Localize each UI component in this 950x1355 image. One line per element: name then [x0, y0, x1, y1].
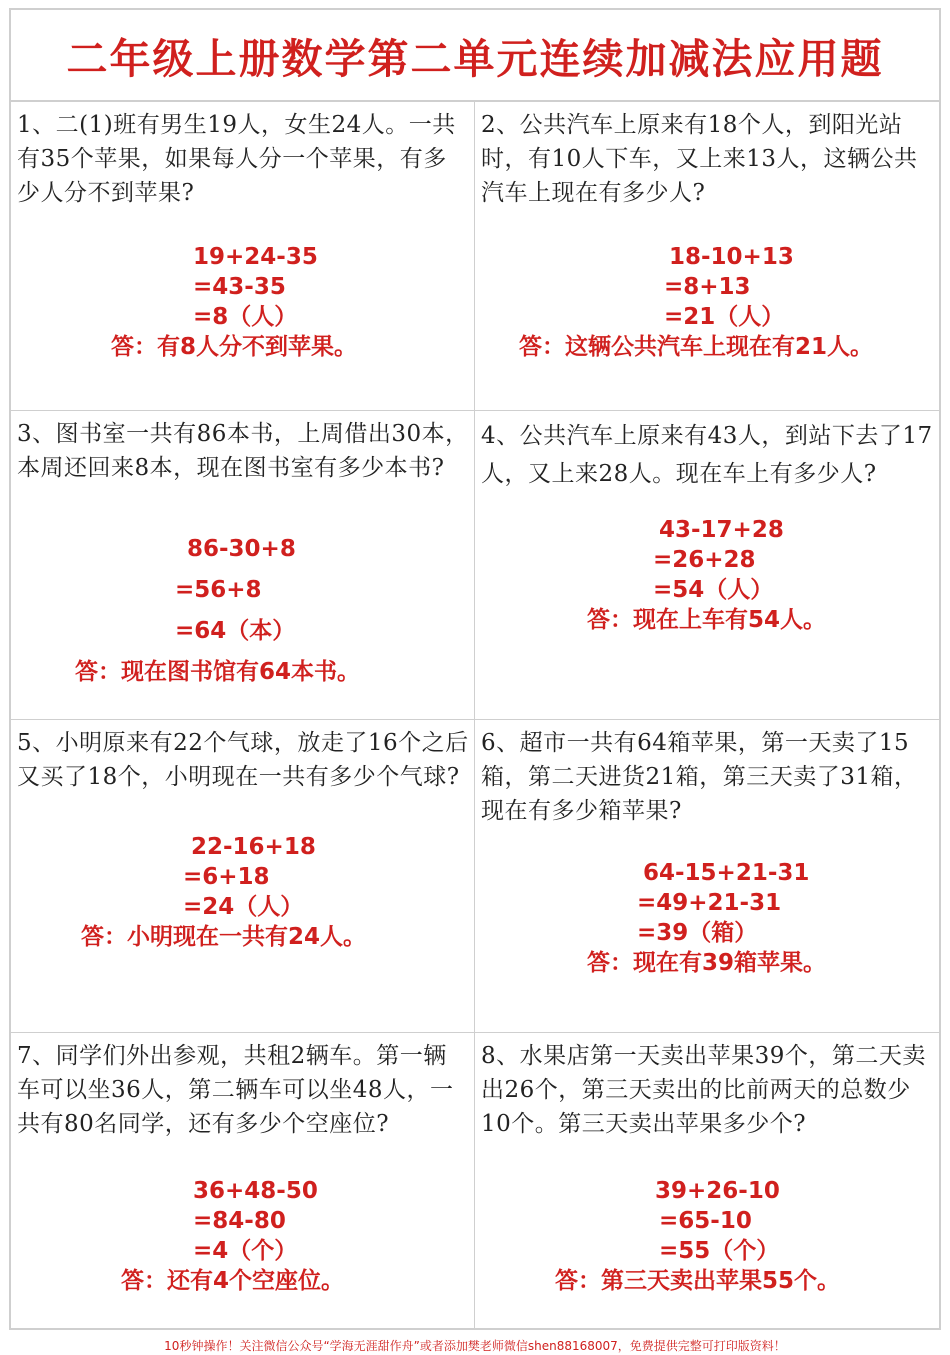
question-text: 6、超市一共有64箱苹果，第一天卖了15箱，第二天进货21箱，第三天卖了31箱，现在有多少箱苹果?	[481, 730, 918, 824]
footer-note: 10秒钟操作！关注微信公众号“学海无涯甜作舟”或者添加樊老师微信shen88168007，免费提供完整可打印版资料！	[164, 1339, 786, 1353]
problem-cell-7	[11, 1033, 475, 1330]
solution	[587, 515, 826, 635]
solution	[519, 242, 873, 362]
solution-step: =39（箱）	[637, 920, 758, 946]
solution-step: =43-35	[193, 274, 286, 300]
answer-line: 答：还有4个空座位。	[121, 1268, 345, 1294]
solution-step: =65-10	[659, 1208, 752, 1234]
solution-step: =6+18	[183, 864, 270, 890]
solution-step: =26+28	[653, 547, 756, 573]
solution-step: =64（本）	[175, 618, 296, 644]
solution-step: 18-10+13	[669, 244, 794, 270]
solution-step: =54（人）	[653, 577, 774, 603]
answer-line: 答：现在上车有54人。	[587, 607, 827, 633]
solution-step: 36+48-50	[193, 1178, 318, 1204]
solution	[81, 832, 366, 952]
solution-step: =24（人）	[183, 894, 304, 920]
solution	[121, 1176, 344, 1296]
problem-cell-3	[11, 411, 475, 720]
question-text: 2、公共汽车上原来有18个人，到阳光站时，有10人下车，又上来13人，这辆公共汽车上现在有多少人?	[481, 112, 918, 206]
problem-cell-1	[11, 102, 475, 411]
problem-cell-5	[11, 720, 475, 1033]
solution	[587, 858, 826, 978]
question-text: 3、图书室一共有86本书，上周借出30本，本周还回来8本，现在图书室有多少本书?	[17, 421, 469, 481]
solution	[111, 242, 357, 362]
answer-line: 答：第三天卖出苹果55个。	[555, 1268, 841, 1294]
solution-step: 43-17+28	[659, 517, 784, 543]
solution-step: 39+26-10	[655, 1178, 780, 1204]
answer-line: 答：小明现在一共有24人。	[81, 924, 367, 950]
answer-line: 答：有8人分不到苹果。	[111, 334, 358, 360]
answer-line: 答：这辆公共汽车上现在有21人。	[519, 334, 874, 360]
problem-cell-2	[475, 102, 941, 411]
solution-step: 19+24-35	[193, 244, 318, 270]
problem-cell-6	[475, 720, 941, 1033]
solution-step: 64-15+21-31	[643, 860, 810, 886]
page-title: 二年级上册数学第二单元连续加减法应用题	[11, 10, 939, 102]
solution-step: =4（个）	[193, 1238, 298, 1264]
solution-step: =8+13	[664, 274, 751, 300]
question-text: 5、小明原来有22个气球，放走了16个之后又买了18个，小明现在一共有多少个气球?	[17, 730, 469, 790]
question-text: 1、二(1)班有男生19人，女生24人。一共有35个苹果，如果每人分一个苹果，有多少人分不到苹果?	[17, 112, 456, 206]
question-text: 4、公共汽车上原来有43人，到站下去了17人，又上来28人。现在车上有多少人?	[481, 423, 933, 487]
solution-step: =55（个）	[659, 1238, 780, 1264]
problem-cell-8	[475, 1033, 941, 1330]
answer-line: 答：现在图书馆有64本书。	[75, 659, 361, 685]
solution-step: =56+8	[175, 577, 262, 603]
solution-step: 86-30+8	[187, 536, 296, 562]
solution-step: =49+21-31	[637, 890, 782, 916]
solution-step: =8（人）	[193, 304, 298, 330]
solution	[75, 529, 360, 693]
answer-line: 答：现在有39箱苹果。	[587, 950, 827, 976]
solution-step: 22-16+18	[191, 834, 316, 860]
problem-cell-4	[475, 411, 941, 720]
solution-step: =21（人）	[664, 304, 785, 330]
worksheet	[9, 8, 941, 1330]
question-text: 7、同学们外出参观，共租2辆车。第一辆车可以坐36人，第二辆车可以坐48人，一共有80名同学，还有多少个空座位?	[17, 1043, 454, 1137]
solution-step: =84-80	[193, 1208, 286, 1234]
solution	[555, 1176, 840, 1296]
question-text: 8、水果店第一天卖出苹果39个，第二天卖出26个，第三天卖出的比前两天的总数少10个。第三天卖出苹果多少个?	[481, 1043, 926, 1137]
